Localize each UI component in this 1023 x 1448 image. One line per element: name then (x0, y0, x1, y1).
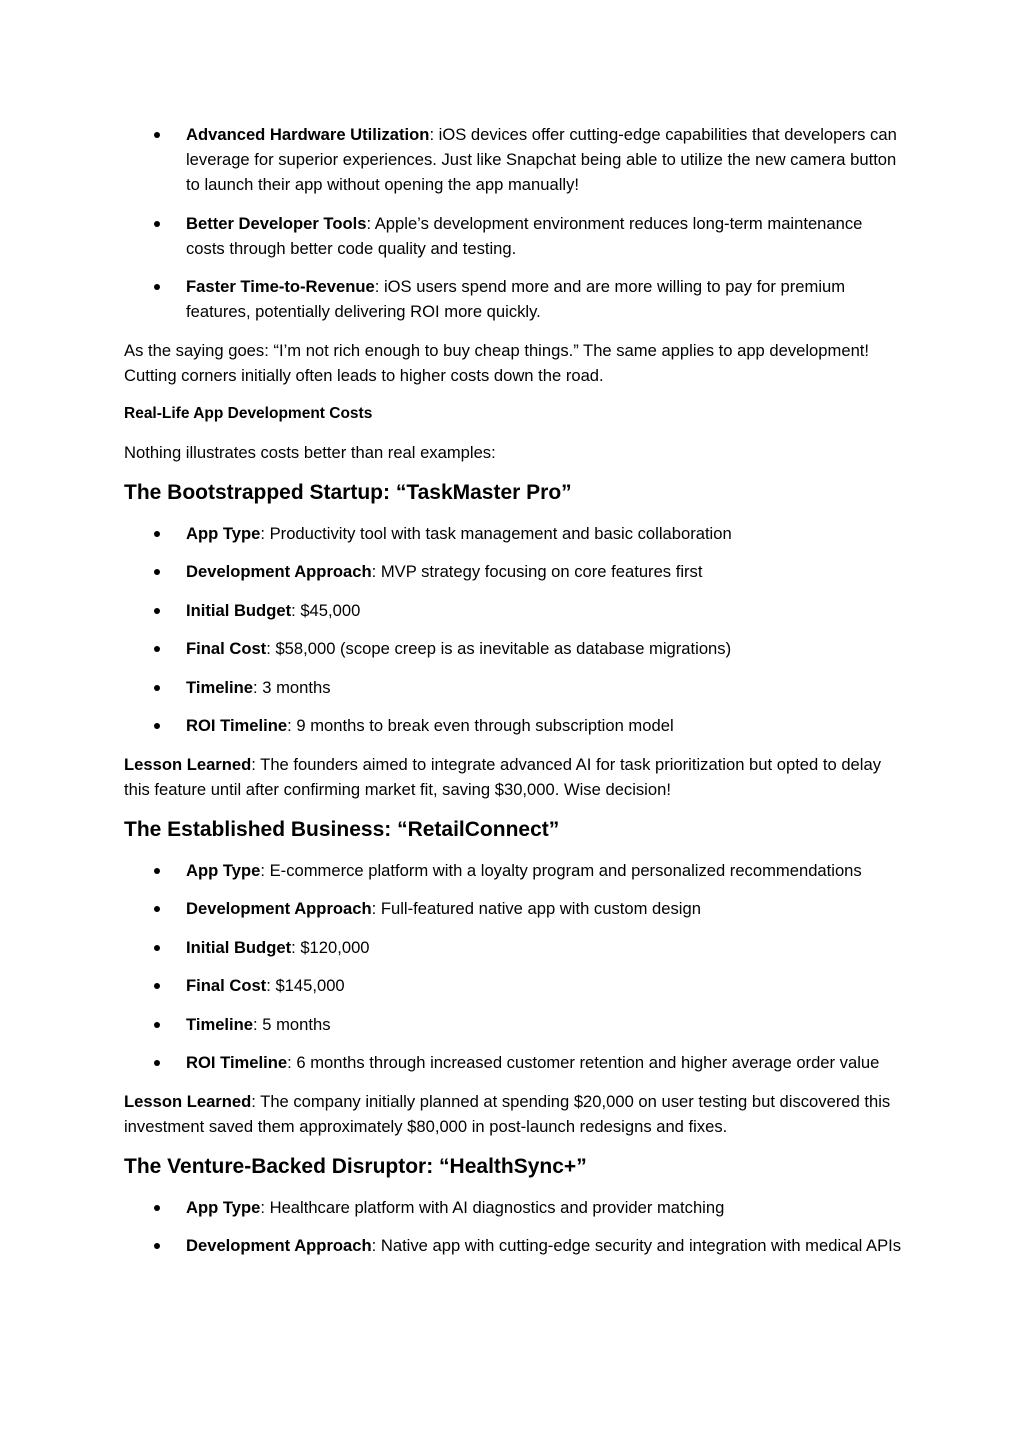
case1-lesson: Lesson Learned: The founders aimed to integrate advanced AI for task prioritization but opted to delay this feature until after confirming market fit, saving $30,000. Wise decision! (124, 754, 881, 799)
intro-bullet-list (124, 122, 904, 324)
list-item: Development Approach: MVP strategy focusing on core features first (124, 559, 904, 584)
list-item: Better Developer Tools: Apple’s development environment reduces long-term maintenance costs through better code quality and testing. (124, 211, 904, 261)
bullet-icon (154, 608, 160, 614)
case2-lesson: Lesson Learned: The company initially planned at spending $20,000 on user testing but discovered this investment saved them approximately $80,000 in post-launch redesigns and fixes. (124, 1091, 891, 1136)
bullet-icon (154, 569, 160, 575)
list-item: Final Cost: $58,000 (scope creep is as inevitable as database migrations) (124, 636, 904, 661)
bullet-icon (154, 1060, 160, 1066)
bullet-icon (154, 906, 160, 912)
list-item: Timeline: 3 months (124, 675, 904, 700)
bullet-icon (154, 868, 160, 874)
document-page (124, 122, 904, 1272)
case3-bullet-list (124, 1195, 904, 1259)
costs-intro: Nothing illustrates costs better than real examples: (124, 442, 496, 462)
list-item: Faster Time-to-Revenue: iOS users spend more and are more willing to pay for premium features, potentially delivering ROI more quickly. (124, 274, 904, 324)
bullet-icon (154, 646, 160, 652)
bullet-icon (154, 1243, 160, 1249)
bullet-icon (154, 284, 160, 290)
list-item: Advanced Hardware Utilization: iOS devices offer cutting-edge capabilities that developers can leverage for superior experiences. Just like Snapchat being able to utilize the new camera button to launch their app without opening the app manually! (124, 122, 904, 197)
bullet-icon (154, 945, 160, 951)
bullet-icon (154, 221, 160, 227)
list-item: Initial Budget: $45,000 (124, 598, 904, 623)
bullet-icon (154, 685, 160, 691)
case3-heading: The Venture-Backed Disruptor: “HealthSync+” (124, 1154, 587, 1178)
list-item: ROI Timeline: 9 months to break even through subscription model (124, 713, 904, 738)
list-item: Final Cost: $145,000 (124, 973, 904, 998)
bullet-icon (154, 531, 160, 537)
bullet-icon (154, 1205, 160, 1211)
list-item: App Type: Healthcare platform with AI diagnostics and provider matching (124, 1195, 904, 1220)
list-item: Development Approach: Native app with cutting-edge security and integration with medical APIs (124, 1233, 904, 1258)
case1-bullet-list (124, 521, 904, 739)
list-item: ROI Timeline: 6 months through increased customer retention and higher average order value (124, 1050, 904, 1075)
list-item: Initial Budget: $120,000 (124, 935, 904, 960)
list-item: App Type: E-commerce platform with a loyalty program and personalized recommendations (124, 858, 904, 883)
list-item: Timeline: 5 months (124, 1012, 904, 1037)
bullet-icon (154, 723, 160, 729)
case2-bullet-list (124, 858, 904, 1076)
costs-subheading: Real-Life App Development Costs (124, 405, 373, 422)
bullet-icon (154, 983, 160, 989)
case1-heading: The Bootstrapped Startup: “TaskMaster Pro” (124, 480, 572, 504)
bullet-icon (154, 1022, 160, 1028)
list-item: Development Approach: Full-featured native app with custom design (124, 896, 904, 921)
bullet-icon (154, 132, 160, 138)
case2-heading: The Established Business: “RetailConnect” (124, 817, 560, 841)
list-item: App Type: Productivity tool with task management and basic collaboration (124, 521, 904, 546)
saying-paragraph: As the saying goes: “I’m not rich enough to buy cheap things.” The same applies to app development! Cutting corners initially often leads to higher costs down the road. (124, 340, 870, 385)
